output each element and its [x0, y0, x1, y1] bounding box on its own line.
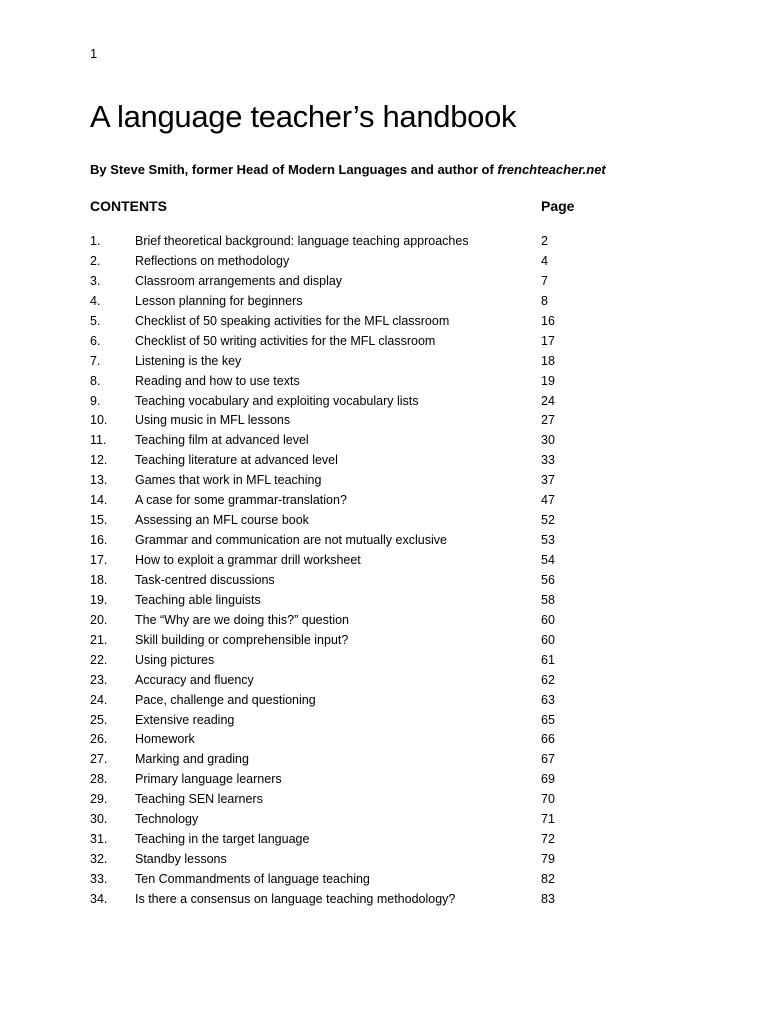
toc-item-number: 23. — [90, 672, 108, 687]
toc-item-page: 60 — [541, 612, 555, 627]
toc-item-page: 37 — [541, 473, 555, 488]
toc-item-number: 11. — [90, 433, 107, 448]
toc-row — [90, 293, 690, 313]
toc-row — [90, 831, 690, 851]
toc-item-number: 5. — [90, 313, 101, 328]
toc-item-page: 54 — [541, 553, 555, 567]
toc-item-title[interactable]: A case for some grammar-translation? — [135, 493, 347, 508]
toc-item-page: 4 — [541, 253, 548, 268]
toc-item-title[interactable]: Classroom arrangements and display — [135, 273, 343, 288]
toc-row — [90, 891, 690, 911]
toc-item-title[interactable]: Teaching SEN learners — [135, 792, 263, 807]
page-column-heading: Page — [541, 198, 575, 214]
toc-item-title[interactable]: How to exploit a grammar drill worksheet — [135, 553, 361, 567]
toc-item-title[interactable]: Reflections on methodology — [135, 253, 290, 268]
toc-item-page: 66 — [541, 732, 555, 747]
contents-heading: CONTENTS — [90, 198, 167, 214]
toc-item-title[interactable]: Reading and how to use texts — [135, 373, 300, 388]
toc-item-title[interactable]: Teaching vocabulary and exploiting vocabulary lists — [135, 393, 419, 408]
toc-item-number: 15. — [90, 513, 108, 528]
toc-item-page: 82 — [541, 872, 555, 886]
toc-item-number: 9. — [90, 393, 101, 408]
toc-row — [90, 532, 690, 552]
toc-item-number: 12. — [90, 453, 108, 468]
toc-item-page: 71 — [541, 812, 555, 827]
toc-item-title[interactable]: Teaching film at advanced level — [135, 433, 309, 448]
toc-row — [90, 652, 690, 672]
toc-item-number: 19. — [90, 592, 108, 607]
page-number: 1 — [90, 46, 98, 61]
toc-row — [90, 692, 690, 712]
toc-item-number: 3. — [90, 273, 101, 288]
toc-item-number: 16. — [90, 533, 108, 548]
toc-item-number: 10. — [90, 413, 108, 428]
toc-row — [90, 851, 690, 871]
toc-item-title[interactable]: Skill building or comprehensible input? — [135, 632, 349, 647]
toc-item-number: 17. — [90, 553, 108, 567]
contents-header — [90, 198, 690, 218]
toc-item-page: 24 — [541, 393, 555, 408]
toc-item-title[interactable]: Is there a consensus on language teaching methodology? — [135, 891, 456, 906]
toc-item-number: 8. — [90, 373, 101, 388]
toc-row — [90, 233, 690, 253]
table-of-contents — [90, 233, 690, 911]
byline — [90, 162, 606, 177]
toc-item-title[interactable]: Teaching literature at advanced level — [135, 453, 338, 468]
toc-row — [90, 452, 690, 472]
toc-item-page: 19 — [541, 373, 555, 388]
toc-item-title[interactable]: Using music in MFL lessons — [135, 413, 291, 428]
toc-row — [90, 871, 690, 891]
toc-row — [90, 412, 690, 432]
toc-item-title[interactable]: Teaching in the target language — [135, 832, 310, 847]
toc-item-title[interactable]: The “Why are we doing this?” question — [135, 612, 349, 627]
toc-item-number: 34. — [90, 891, 108, 906]
toc-item-page: 47 — [541, 493, 555, 508]
toc-item-number: 26. — [90, 732, 108, 747]
toc-row — [90, 333, 690, 353]
toc-item-page: 7 — [541, 273, 548, 288]
toc-item-title[interactable]: Primary language learners — [135, 772, 282, 787]
toc-item-page: 18 — [541, 353, 555, 368]
toc-item-page: 63 — [541, 692, 555, 707]
toc-item-title[interactable]: Lesson planning for beginners — [135, 293, 303, 308]
toc-item-title[interactable]: Homework — [135, 732, 195, 747]
toc-item-number: 31. — [90, 832, 108, 847]
toc-item-number: 7. — [90, 353, 101, 368]
toc-item-title[interactable]: Grammar and communication are not mutually exclusive — [135, 533, 447, 548]
toc-item-number: 33. — [90, 872, 108, 886]
toc-item-page: 2 — [541, 234, 548, 248]
toc-item-number: 1. — [90, 234, 101, 248]
toc-item-title[interactable]: Task-centred discussions — [135, 572, 275, 587]
toc-item-page: 52 — [541, 513, 555, 528]
toc-item-number: 28. — [90, 772, 108, 787]
toc-row — [90, 712, 690, 732]
toc-row — [90, 592, 690, 612]
toc-row — [90, 672, 690, 692]
toc-row — [90, 552, 690, 572]
toc-item-page: 62 — [541, 672, 555, 687]
toc-item-number: 18. — [90, 572, 108, 587]
toc-row — [90, 791, 690, 811]
toc-item-number: 14. — [90, 493, 108, 508]
toc-row — [90, 253, 690, 273]
toc-item-page: 79 — [541, 852, 555, 867]
toc-row — [90, 353, 690, 373]
toc-item-title[interactable]: Using pictures — [135, 652, 215, 667]
toc-row — [90, 273, 690, 293]
toc-item-title[interactable]: Technology — [135, 812, 199, 827]
toc-item-page: 53 — [541, 533, 555, 548]
toc-item-page: 60 — [541, 632, 555, 647]
toc-item-title[interactable]: Accuracy and fluency — [135, 672, 254, 687]
toc-item-page: 56 — [541, 572, 555, 587]
toc-item-title[interactable]: Marking and grading — [135, 752, 249, 767]
toc-item-number: 29. — [90, 792, 108, 807]
toc-item-number: 22. — [90, 652, 108, 667]
toc-item-title[interactable]: Teaching able linguists — [135, 592, 261, 607]
toc-row — [90, 572, 690, 592]
toc-row — [90, 373, 690, 393]
toc-item-page: 16 — [541, 313, 555, 328]
toc-item-page: 67 — [541, 752, 555, 767]
toc-item-title[interactable]: Listening is the key — [135, 353, 242, 368]
toc-item-title[interactable]: Pace, challenge and questioning — [135, 692, 316, 707]
toc-item-page: 70 — [541, 792, 555, 807]
toc-item-page: 27 — [541, 413, 555, 428]
toc-item-number: 27. — [90, 752, 108, 767]
toc-item-page: 8 — [541, 293, 548, 308]
toc-row — [90, 432, 690, 452]
toc-row — [90, 771, 690, 791]
toc-row — [90, 731, 690, 751]
toc-item-title[interactable]: Extensive reading — [135, 712, 235, 727]
toc-row — [90, 393, 690, 413]
toc-item-title[interactable]: Games that work in MFL teaching — [135, 473, 322, 488]
toc-item-page: 72 — [541, 832, 555, 847]
toc-item-page: 83 — [541, 891, 555, 906]
toc-item-title[interactable]: Assessing an MFL course book — [135, 513, 309, 528]
toc-row — [90, 492, 690, 512]
toc-row — [90, 632, 690, 652]
toc-item-title[interactable]: Ten Commandments of language teaching — [135, 872, 370, 886]
byline-site: frenchteacher.net — [497, 162, 606, 177]
toc-item-number: 6. — [90, 333, 101, 348]
toc-item-number: 21. — [90, 632, 108, 647]
toc-item-title[interactable]: Brief theoretical background: language teaching approaches — [135, 234, 469, 248]
toc-item-number: 4. — [90, 293, 101, 308]
toc-item-number: 2. — [90, 253, 101, 268]
toc-item-number: 25. — [90, 712, 108, 727]
toc-item-page: 69 — [541, 772, 555, 787]
toc-item-number: 20. — [90, 612, 108, 627]
toc-row — [90, 512, 690, 532]
toc-item-number: 13. — [90, 473, 108, 488]
document-title: A language teacher’s handbook — [90, 99, 517, 134]
toc-row — [90, 612, 690, 632]
toc-item-page: 58 — [541, 592, 555, 607]
toc-item-page: 61 — [541, 652, 555, 667]
toc-row — [90, 751, 690, 771]
toc-row — [90, 313, 690, 333]
toc-item-page: 17 — [541, 333, 555, 348]
toc-item-page: 65 — [541, 712, 555, 727]
byline-text: By Steve Smith, former Head of Modern Languages and author of — [90, 162, 498, 177]
toc-row — [90, 472, 690, 492]
toc-item-page: 30 — [541, 433, 555, 448]
toc-item-title[interactable]: Standby lessons — [135, 852, 227, 867]
toc-item-page: 33 — [541, 453, 555, 468]
toc-item-number: 30. — [90, 812, 108, 827]
toc-item-number: 24. — [90, 692, 108, 707]
toc-item-title[interactable]: Checklist of 50 writing activities for the MFL classroom — [135, 333, 436, 348]
toc-item-number: 32. — [90, 852, 108, 867]
toc-item-title[interactable]: Checklist of 50 speaking activities for the MFL classroom — [135, 313, 450, 328]
toc-row — [90, 811, 690, 831]
